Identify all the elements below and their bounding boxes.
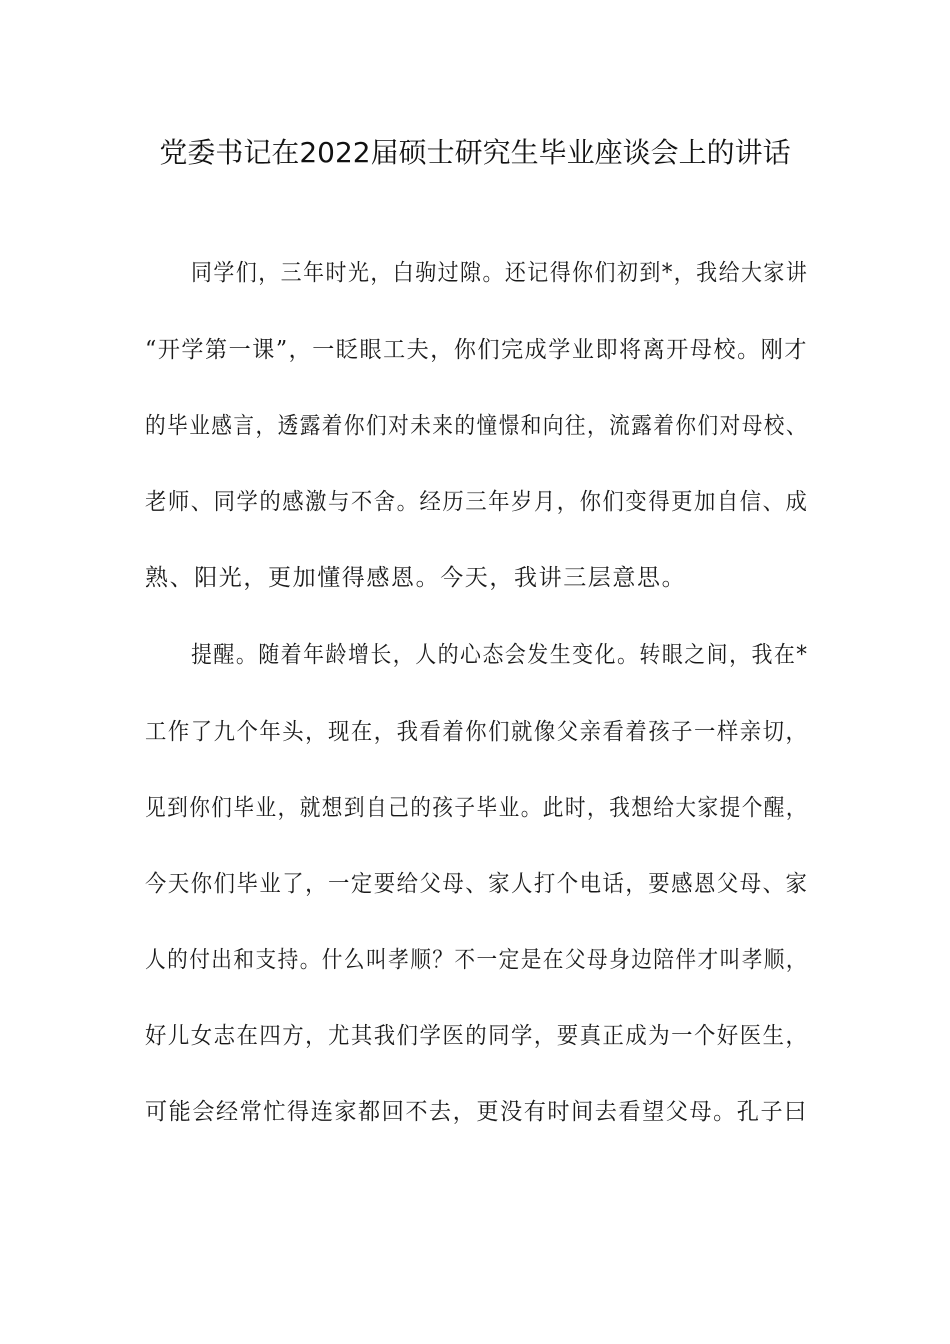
paragraph-2-line-4: 今天你们毕业了，一定要给父母、家人打个电话，要感恩父母、家 — [145, 871, 809, 897]
paragraph-2-line-3: 见到你们毕业，就想到自己的孩子毕业。此时，我想给大家提个醒， — [145, 795, 808, 821]
paragraph-1-line-4: 老师、同学的感激与不舍。经历三年岁月，你们变得更加自信、成 — [145, 489, 809, 515]
paragraph-2-line-6: 好儿女志在四方，尤其我们学医的同学，要真正成为一个好医生， — [145, 1023, 809, 1049]
paragraph-2-line-5: 人的付出和支持。什么叫孝顺？不一定是在父母身边陪伴才叫孝顺， — [145, 947, 808, 973]
document-title: 党委书记在2022届硕士研究生毕业座谈会上的讲话 — [159, 136, 791, 169]
paragraph-1-line-3: 的毕业感言，透露着你们对未来的憧憬和向往，流露着你们对母校、 — [145, 413, 808, 439]
paragraph-2-line-2: 工作了九个年头，现在，我看着你们就像父亲看着孩子一样亲切， — [145, 719, 809, 745]
paragraph-1-line-5: 熟、阳光，更加懂得感恩。今天，我讲三层意思。 — [145, 565, 687, 591]
paragraph-1-line-1: 同学们，三年时光，白驹过隙。还记得你们初到*，我给大家讲 — [191, 260, 809, 286]
paragraph-1-line-2: “开学第一课”，一眨眼工夫，你们完成学业即将离开母校。刚才 — [145, 337, 808, 363]
paragraph-2-line-7: 可能会经常忙得连家都回不去，更没有时间去看望父母。孔子曰 — [145, 1099, 808, 1125]
paragraph-2-line-1: 提醒。随着年龄增长，人的心态会发生变化。转眼之间，我在* — [191, 642, 809, 668]
